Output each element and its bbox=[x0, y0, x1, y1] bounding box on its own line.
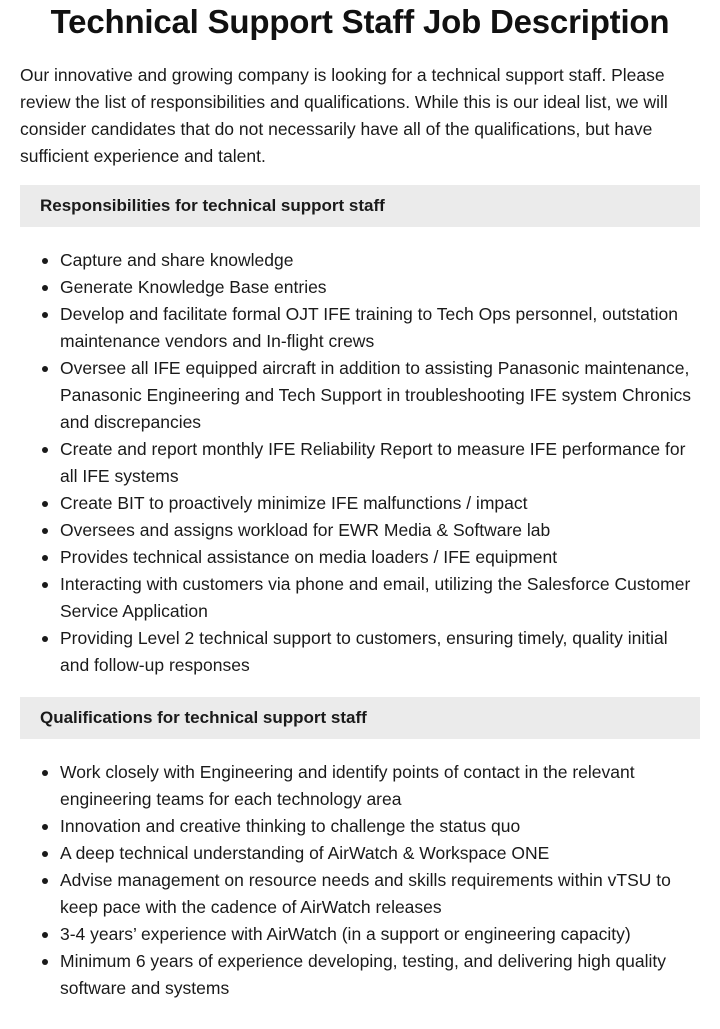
qualifications-heading: Qualifications for technical support staff bbox=[20, 697, 700, 739]
qualifications-list bbox=[20, 759, 700, 1002]
list-item: Work closely with Engineering and identify points of contact in the relevant engineering teams for each technology area bbox=[60, 759, 700, 813]
list-item: Innovation and creative thinking to challenge the status quo bbox=[60, 813, 700, 840]
intro-paragraph: Our innovative and growing company is looking for a technical support staff. Please review the list of responsibilities and qualifications. While this is our ideal list, we will consider candidates that do not necessarily have all of the qualifications, but have sufficient experience and talent. bbox=[20, 65, 668, 166]
list-item: Generate Knowledge Base entries bbox=[60, 274, 700, 301]
list-item: Create and report monthly IFE Reliability Report to measure IFE performance for all IFE systems bbox=[60, 436, 700, 490]
list-item: Providing Level 2 technical support to customers, ensuring timely, quality initial and follow-up responses bbox=[60, 625, 700, 679]
list-item: A deep technical understanding of AirWatch & Workspace ONE bbox=[60, 840, 700, 867]
list-item: Provides technical assistance on media loaders / IFE equipment bbox=[60, 544, 700, 571]
page-title: Technical Support Staff Job Description bbox=[50, 3, 670, 40]
list-item: Interacting with customers via phone and email, utilizing the Salesforce Customer Service Application bbox=[60, 571, 700, 625]
list-item: Oversees and assigns workload for EWR Media & Software lab bbox=[60, 517, 700, 544]
list-item: Create BIT to proactively minimize IFE malfunctions / impact bbox=[60, 490, 700, 517]
list-item: 3-4 years’ experience with AirWatch (in a support or engineering capacity) bbox=[60, 921, 700, 948]
responsibilities-list bbox=[20, 247, 700, 679]
list-item: Advise management on resource needs and skills requirements within vTSU to keep pace with the cadence of AirWatch releases bbox=[60, 867, 700, 921]
list-item: Oversee all IFE equipped aircraft in addition to assisting Panasonic maintenance, Panasonic Engineering and Tech Support in troubleshooting IFE system Chronics and discrepancies bbox=[60, 355, 700, 436]
list-item: Capture and share knowledge bbox=[60, 247, 700, 274]
list-item: Develop and facilitate formal OJT IFE training to Tech Ops personnel, outstation maintenance vendors and In-flight crews bbox=[60, 301, 700, 355]
responsibilities-heading: Responsibilities for technical support staff bbox=[20, 185, 700, 227]
list-item: Minimum 6 years of experience developing, testing, and delivering high quality software and systems bbox=[60, 948, 700, 1002]
